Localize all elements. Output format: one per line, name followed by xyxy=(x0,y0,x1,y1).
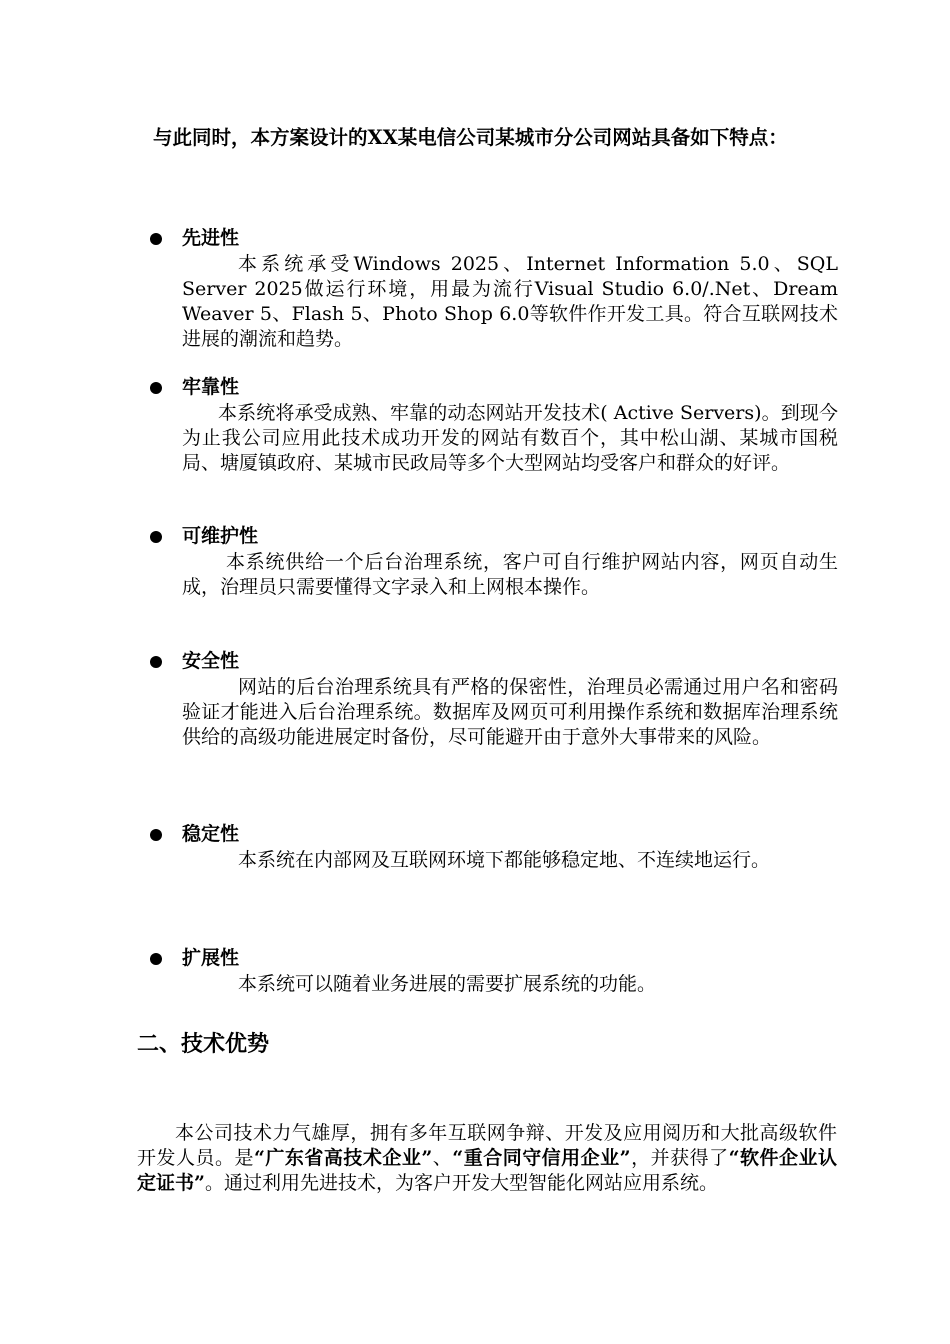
bullet-icon xyxy=(150,953,162,965)
feature-scalability xyxy=(150,946,838,997)
para-emphasis: “软件企业认定证书” xyxy=(137,1147,837,1194)
feature-reliable xyxy=(150,375,838,476)
feature-body: 网站的后台治理系统具有严格的保密性，治理员必需通过用户名和密码验证才能进入后台治理系统。数据库及网页可利用操作系统和数据库治理系统供给的高级功能进展定时备份，尽可能避开由于意外大事带来的风险。 xyxy=(182,676,838,748)
feature-stability xyxy=(150,822,838,873)
feature-title: 可维护性 xyxy=(182,525,259,547)
para-emphasis: “广东省高技术企业” xyxy=(253,1147,433,1169)
feature-body: 本系统承受Windows 2025、Internet Information 5.0、SQL Server 2025做运行环境，用最为流行Visual Studio 6.0/.Net、Dream Weaver 5、Flash 5、Photo Shop 6.0等软件作开发工具。符合互联网技术进展的潮流和趋势。 xyxy=(182,253,838,350)
feature-advanced xyxy=(150,226,838,352)
feature-title: 安全性 xyxy=(182,650,240,672)
feature-body: 本系统可以随着业务进展的需要扩展系统的功能。 xyxy=(238,973,657,995)
bullet-icon xyxy=(150,656,162,668)
feature-security xyxy=(150,649,838,750)
bullet-icon xyxy=(150,233,162,245)
section-title: 二、技术优势 xyxy=(137,1032,270,1057)
feature-title: 稳定性 xyxy=(182,823,240,845)
bullet-icon xyxy=(150,382,162,394)
feature-body: 本系统在内部网及互联网环境下都能够稳定地、不连续地运行。 xyxy=(238,849,771,871)
bullet-icon xyxy=(150,829,162,841)
feature-title: 先进性 xyxy=(182,227,240,249)
para-text: 本公司技术力气雄厚，拥有多年互联网争辩、开发及应用阅历和大批高级软件开发人员。是 xyxy=(137,1122,837,1169)
para-emphasis: “重合同守信用企业” xyxy=(452,1147,631,1169)
feature-title: 牢靠性 xyxy=(182,376,240,398)
feature-title: 扩展性 xyxy=(182,947,240,969)
bullet-icon xyxy=(150,531,162,543)
tech-advantage-paragraph xyxy=(137,1121,837,1196)
feature-maintainable xyxy=(150,524,838,600)
para-text: 、 xyxy=(432,1147,453,1169)
intro-text: 与此同时，本方案设计的XX某电信公司某城市分公司网站具备如下特点： xyxy=(153,126,788,149)
para-text: 。通过利用先进技术，为客户开发大型智能化网站应用系统。 xyxy=(204,1172,718,1194)
para-text: ，并获得了 xyxy=(630,1147,729,1169)
feature-body: 本系统供给一个后台治理系统，客户可自行维护网站内容，网页自动生成，治理员只需要懂得文字录入和上网根本操作。 xyxy=(182,551,838,598)
feature-body: 本系统将承受成熟、牢靠的动态网站开发技术( Active Servers)。到现今为止我公司应用此技术成功开发的网站有数百个，其中松山湖、某城市国税局、塘厦镇政府、某城市民政局等多个大型网站均受客户和群众的好评。 xyxy=(182,402,838,474)
